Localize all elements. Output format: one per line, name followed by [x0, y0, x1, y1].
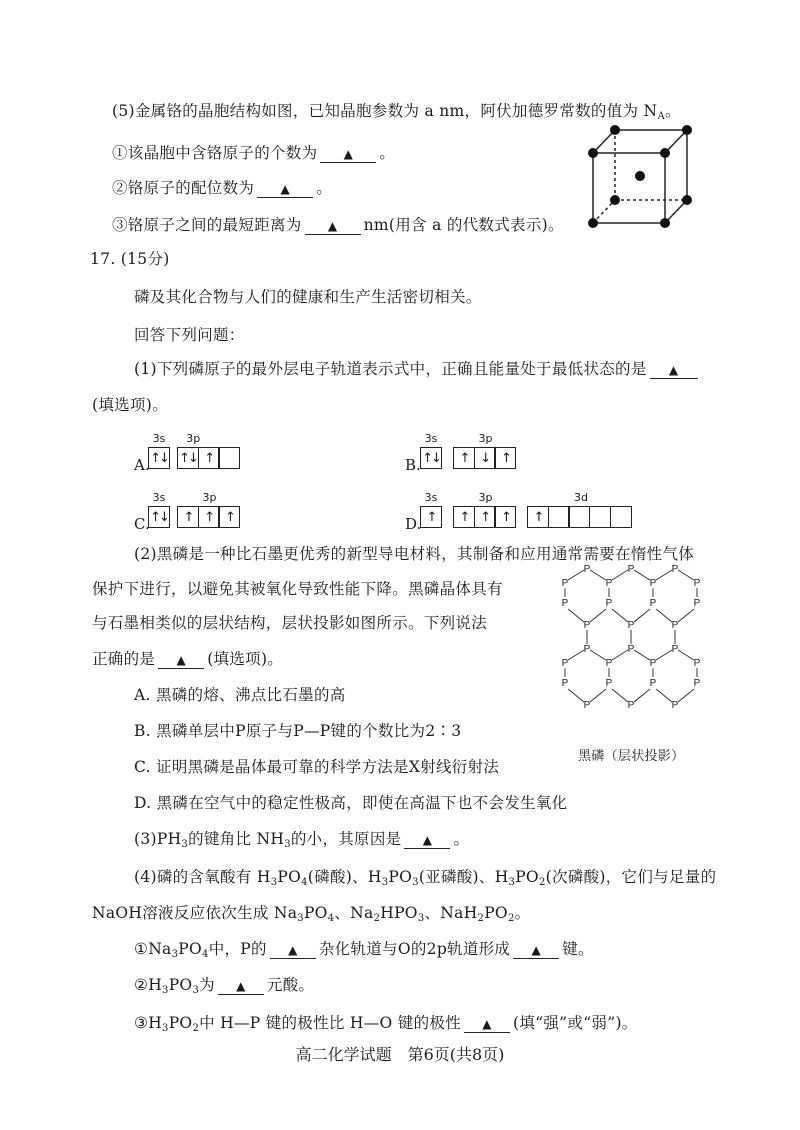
q17-1-line2: (填选项)。 [92, 396, 168, 414]
q17-4-item2: $②H_3PO_3$为 ▲ 元酸。 [134, 976, 315, 996]
p-p-bond [656, 570, 672, 580]
p-p-bond [568, 570, 584, 580]
chromium-unit-cell-figure [580, 120, 700, 235]
q16-5-item2: ②铬原子的配位数为 ▲ 。 [112, 179, 333, 197]
q17-2-option-c: C. 证明黑磷是晶体最可靠的科学方法是X射线衍射法 [134, 758, 500, 776]
q17-1-line1: (1)下列磷原子的最外层电子轨道表示式中，正确且能量处于最低状态的是 ▲ [134, 358, 701, 380]
orbital-option-d: D. 3s ↑ 3p ↑ ↑ ↑ 3d ↑ [405, 492, 645, 538]
q17-2-option-b: B. 黑磷单层中P原子与P—P键的个数比为2∶3 [134, 722, 462, 740]
phosphorus-atom: P [627, 700, 635, 711]
p-p-bond [634, 609, 650, 622]
phosphorus-atom: P [605, 578, 613, 589]
q17-header: 17. (15分) [90, 250, 170, 268]
phosphorus-atom: P [693, 578, 701, 589]
p-p-bond [568, 609, 584, 622]
answer-blank: ▲ [257, 181, 313, 198]
q17-2-option-a: A. 黑磷的熔、沸点比石墨的高 [134, 686, 346, 704]
page-footer: 高二化学试题 第6页(共8页) [295, 1045, 505, 1064]
p-p-bond [656, 689, 672, 702]
p-p-bond [612, 570, 628, 580]
q17-2-line2: 保护下进行，以避免其被氧化导致性能下降。黑磷晶体具有 [92, 580, 503, 598]
q17-answer-prompt: 回答下列问题： [134, 326, 245, 344]
q17-intro: 磷及其化合物与人们的健康和生产生活密切相关。 [134, 288, 482, 306]
p-p-bond [612, 689, 628, 702]
phosphorus-atom: P [671, 564, 679, 575]
phosphorus-atom: P [649, 678, 657, 689]
q16-5-intro: (5)金属铬的晶胞结构如图，已知晶胞参数为 a nm，阿伏加德罗常数的值为 $N_A$。 [112, 102, 681, 122]
p-p-bond [590, 570, 606, 580]
q16-5-item3: ③铬原子之间的最短距离为 ▲ nm(用含 a 的代数式表示)。 [112, 216, 564, 234]
q17-4-line2: NaOH溶液反应依次生成 $Na_3PO_4$、$Na_2HPO_3$、$NaH_2PO_2$。 [92, 904, 531, 924]
q17-4-item1: $①Na_3PO_4$中，P的 ▲ 杂化轨道与O的2p轨道形成 ▲ 键。 [134, 940, 594, 960]
q17-3: $(3)PH_3$的键角比 $NH_3$的小，其原因是 ▲ 。 [134, 830, 470, 850]
answer-blank: ▲ [270, 942, 316, 959]
answer-blank: ▲ [404, 832, 450, 849]
phosphorus-atom: P [583, 644, 591, 655]
answer-blank: ▲ [305, 218, 361, 235]
q17-2-option-d: D. 黑磷在空气中的稳定性极高，即使在高温下也不会发生氧化 [134, 794, 568, 812]
phosphorus-atom: P [605, 678, 613, 689]
q16-5-item1: ①该晶胞中含铬原子的个数为 ▲ 。 [112, 144, 396, 162]
phosphorus-atom: P [693, 678, 701, 689]
p-p-bond [656, 650, 672, 660]
phosphorus-atom: P [649, 598, 657, 609]
answer-blank: ▲ [320, 146, 376, 163]
phosphorus-atom: P [649, 578, 657, 589]
q17-2-line1: (2)黑磷是一种比石墨更优秀的新型导电材料，其制备和应用通常需要在惰性气体 [134, 545, 695, 563]
phosphorus-atom: P [627, 620, 635, 631]
black-phosphorus-figure [555, 562, 705, 742]
phosphorus-atom: P [561, 578, 569, 589]
phosphorus-atom: P [693, 658, 701, 669]
phosphorus-atom: P [583, 700, 591, 711]
answer-blank: ▲ [513, 942, 559, 959]
p-p-bond [634, 650, 650, 660]
p-p-bond [634, 689, 650, 702]
answer-blank: ▲ [650, 362, 698, 379]
phosphorus-atom: P [627, 644, 635, 655]
p-p-bond [612, 650, 628, 660]
p-p-bond [634, 570, 650, 580]
q17-2-line4: 正确的是 ▲ (填选项)。 [92, 650, 284, 668]
phosphorus-atom: P [627, 564, 635, 575]
phosphorus-atom: P [583, 620, 591, 631]
p-p-bond [568, 650, 584, 660]
answer-blank: ▲ [158, 652, 204, 669]
phosphorus-atom: P [561, 658, 569, 669]
phosphorus-atom: P [605, 598, 613, 609]
phosphorus-atom: P [561, 598, 569, 609]
p-p-bond [678, 609, 694, 622]
q17-2-line3: 与石墨相类似的层状结构，层状投影如图所示。下列说法 [92, 614, 488, 632]
p-p-bond [678, 650, 694, 660]
p-p-bond [590, 650, 606, 660]
p-p-bond [612, 609, 628, 622]
q17-4-item3: $③H_3PO_2$中 H—P 键的极性比 H—O 键的极性 ▲ (填“强”或“弱”)。 [134, 1014, 638, 1034]
phosphorus-atom: P [649, 658, 657, 669]
answer-blank: ▲ [218, 978, 264, 995]
phosphorus-atom: P [605, 658, 613, 669]
phosphorus-atom: P [693, 598, 701, 609]
p-p-bond [590, 609, 606, 622]
phosphorus-atom: P [583, 564, 591, 575]
phosphorus-atom: P [671, 700, 679, 711]
phosphorus-atom: P [671, 620, 679, 631]
p-p-bond [590, 689, 606, 702]
p-p-bond [656, 609, 672, 622]
phosphorus-atom: P [561, 678, 569, 689]
p-p-bond [568, 689, 584, 702]
answer-blank: ▲ [464, 1016, 510, 1033]
q17-4-line1: (4)磷的含氧酸有 $H_3PO_4$(磷酸)、$H_3PO_3$(亚磷酸)、$H_3PO_2$(次磷酸)，它们与足量的 [134, 868, 717, 888]
phosphorus-atom: P [671, 644, 679, 655]
figure-caption: 黑磷（层状投影） [578, 749, 685, 764]
p-p-bond [678, 570, 694, 580]
p-p-bond [678, 689, 694, 702]
